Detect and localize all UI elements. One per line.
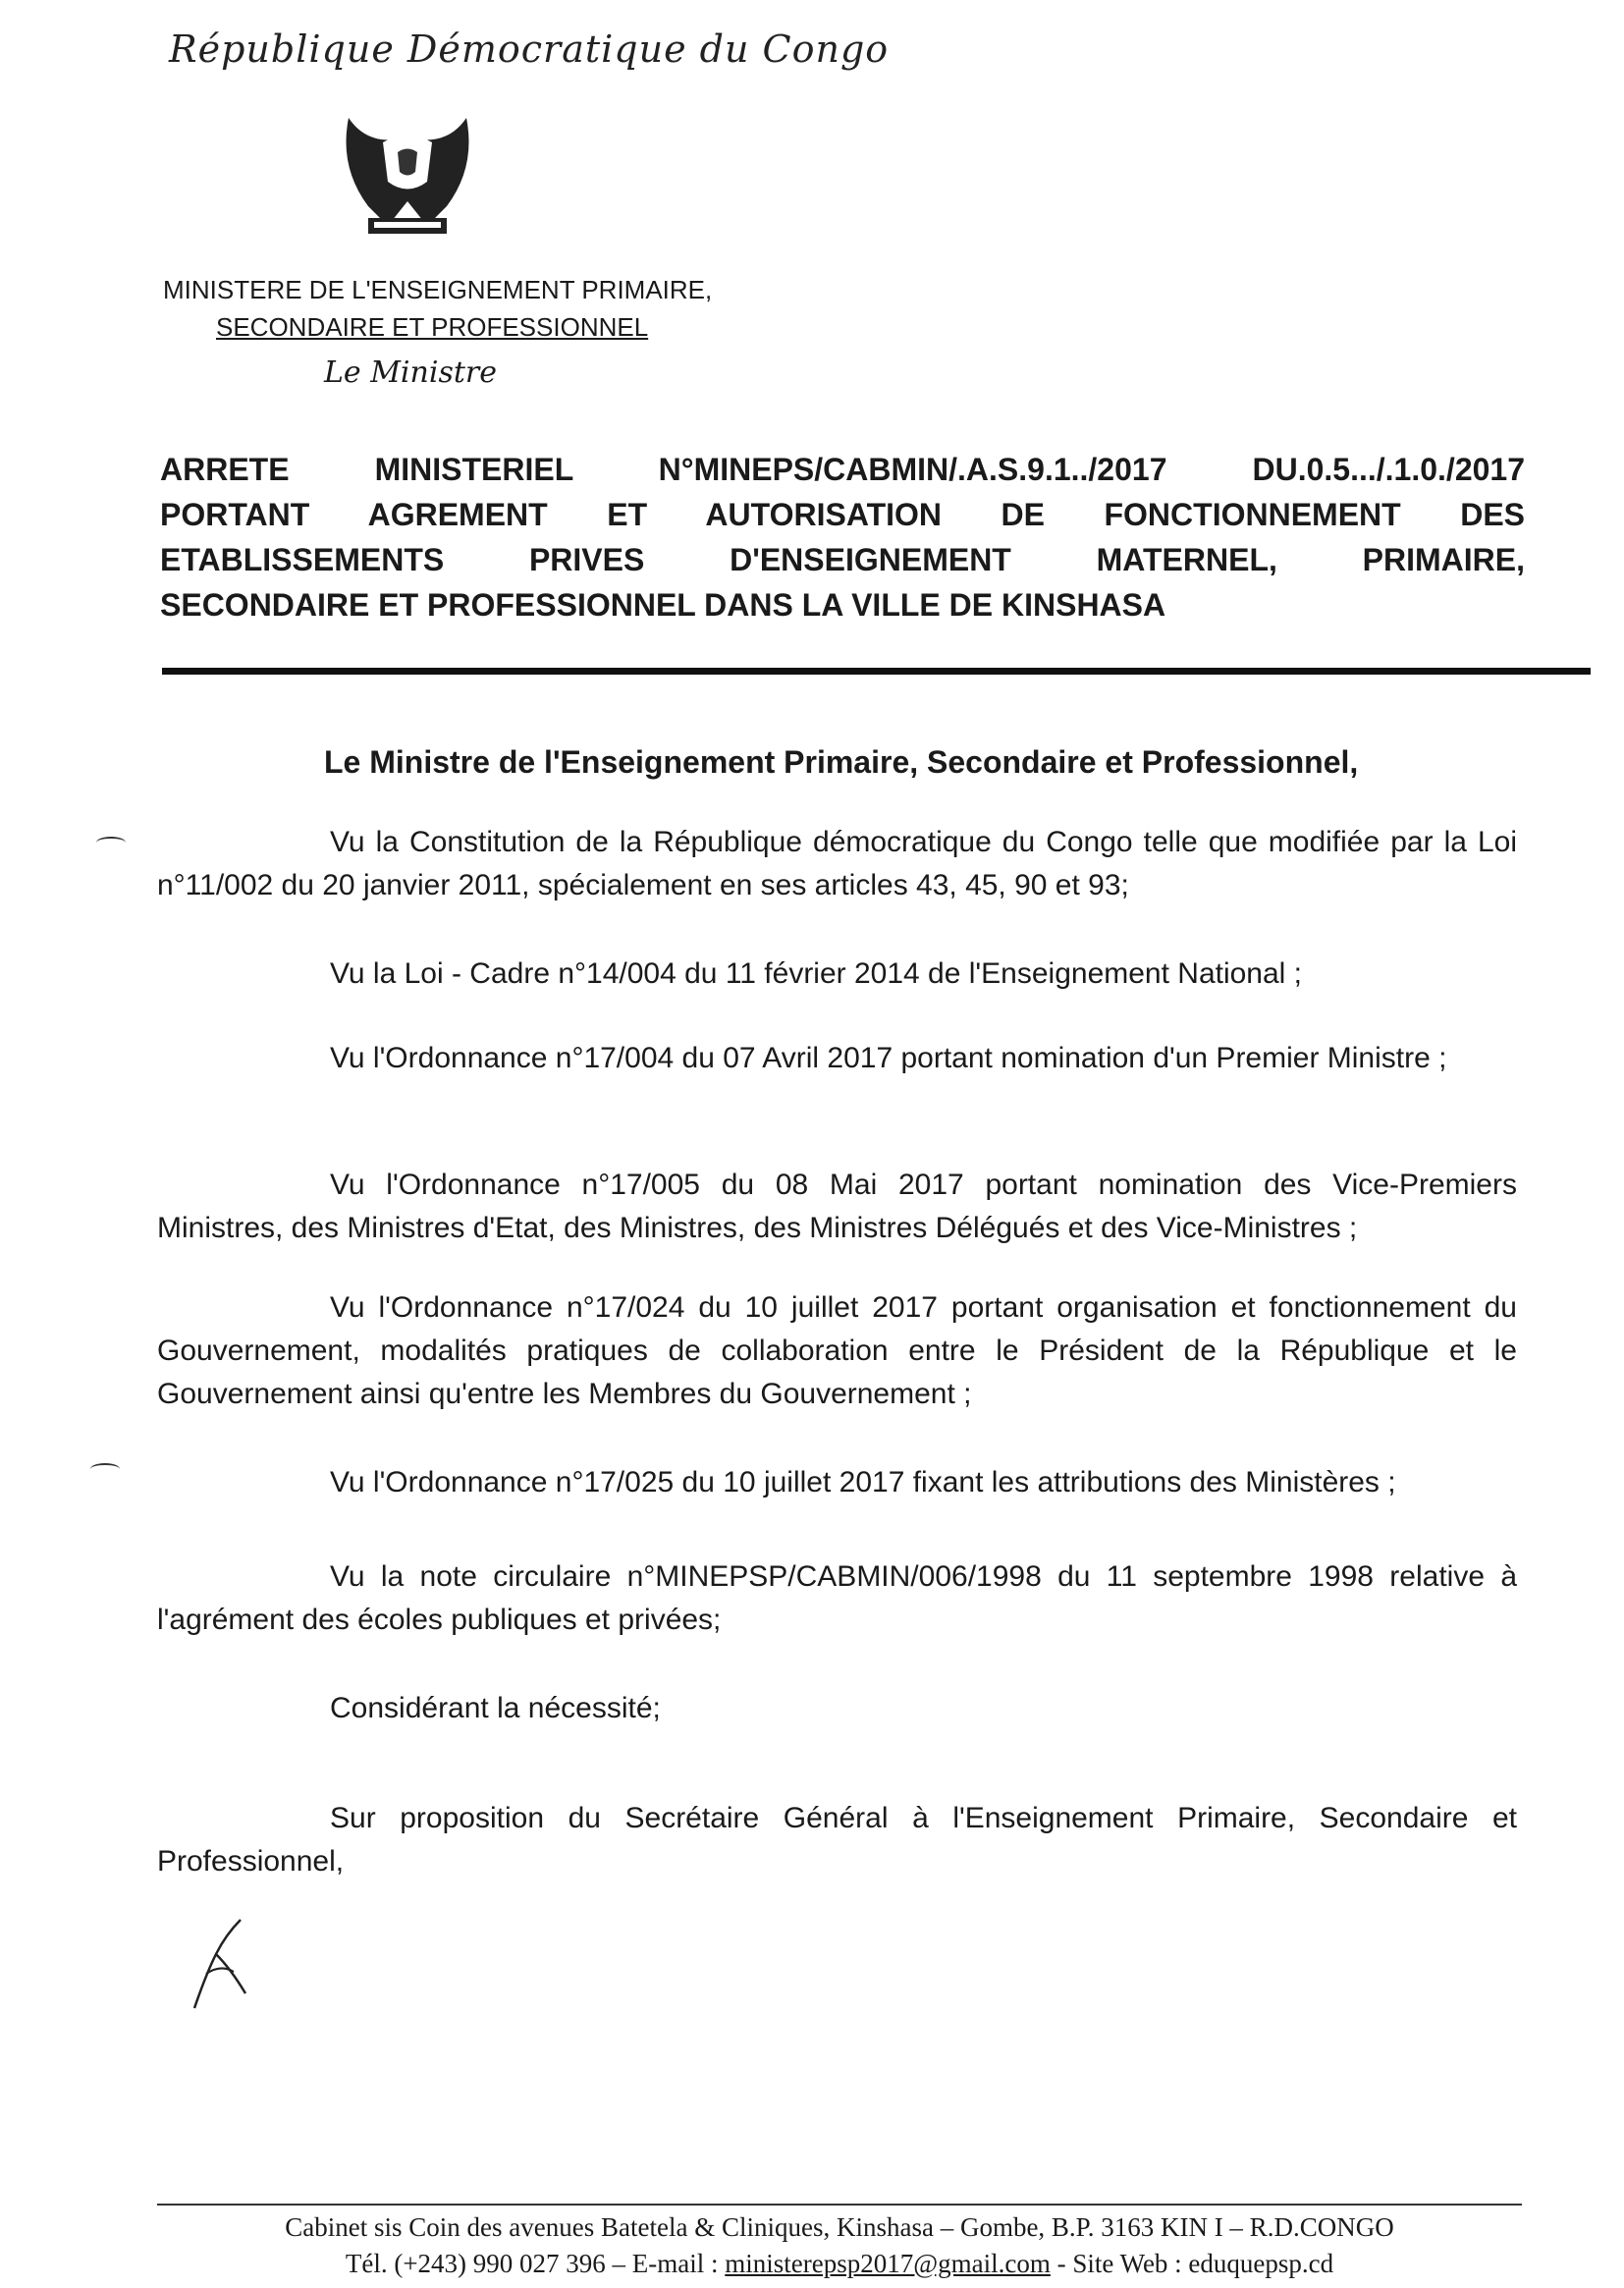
recital-ordinance-005: Vu l'Ordonnance n°17/005 du 08 Mai 2017 portant nomination des Vice-Premiers Ministres, des Ministres d'Etat, des Ministres, des Ministres Délégués et des Vice-Ministres ; [157,1169,1517,1244]
title-divider [162,668,1591,675]
footer-phone: Tél. (+243) 990 027 396 – E-mail : [345,2249,726,2278]
margin-mark [90,1463,120,1475]
recital-framework-law: Vu la Loi - Cadre n°14/004 du 11 février 2014 de l'Enseignement National ; [330,957,1303,990]
decree-number: ARRETE MINISTERIEL N°MINEPS/CABMIN/.A.S.9.1../2017 DU.0.5.../.1.0./2017 [160,452,1525,487]
footer-contact [157,2249,1522,2279]
country-name: République Démocratique du Congo [169,27,890,71]
decree-title-line2: PORTANT AGREMENT ET AUTORISATION DE FONCTIONNEMENT DES [160,497,1525,532]
recital-ordinance-004: Vu l'Ordonnance n°17/004 du 07 Avril 2017 portant nomination d'un Premier Ministre ; [330,1042,1447,1074]
recital-circular-note: Vu la note circulaire n°MINEPSP/CABMIN/006/1998 du 11 septembre 1998 relative à l'agrément des écoles publiques et privées; [157,1560,1517,1636]
ministry-name-line2: SECONDAIRE ET PROFESSIONNEL [216,312,649,342]
margin-mark [96,837,126,848]
recital-necessity: Considérant la nécessité; [330,1692,661,1724]
footer-website: - Site Web : eduquepsp.cd [1050,2249,1334,2278]
decree-title-line3: ETABLISSEMENTS PRIVES D'ENSEIGNEMENT MATERNEL, PRIMAIRE, [160,542,1525,577]
recital-ordinance-024: Vu l'Ordonnance n°17/024 du 10 juillet 2017 portant organisation et fonctionnement du Gouvernement, modalités pratiques de collaboration entre le Président de la République et le Gouvernement ainsi qu'entre les Membres du Gouvernement ; [157,1291,1517,1410]
ministry-name-line1: MINISTERE DE L'ENSEIGNEMENT PRIMAIRE, [163,275,713,304]
minister-title: Le Ministre [324,355,497,390]
recital-proposal: Sur proposition du Secrétaire Général à l'Enseignement Primaire, Secondaire et Professionnel, [157,1802,1517,1878]
footer-address: Cabinet sis Coin des avenues Batetela & Cliniques, Kinshasa – Gombe, B.P. 3163 KIN I – R.D.CONGO [285,2212,1394,2242]
preamble-heading: Le Ministre de l'Enseignement Primaire, Secondaire et Professionnel, [324,744,1359,780]
handwritten-initials [187,1915,255,2013]
recital-ordinance-025: Vu l'Ordonnance n°17/025 du 10 juillet 2017 fixant les attributions des Ministères ; [330,1466,1396,1498]
coat-of-arms-emblem [329,108,486,255]
recital-constitution: Vu la Constitution de la République démocratique du Congo telle que modifiée par la Loi n°11/002 du 20 janvier 2011, spécialement en ses articles 43, 45, 90 et 93; [157,826,1517,901]
footer-divider [157,2204,1522,2206]
decree-title-line4: SECONDAIRE ET PROFESSIONNEL DANS LA VILLE DE KINSHASA [160,587,1166,623]
footer-email-link[interactable]: ministerepsp2017@gmail.com [725,2249,1051,2278]
